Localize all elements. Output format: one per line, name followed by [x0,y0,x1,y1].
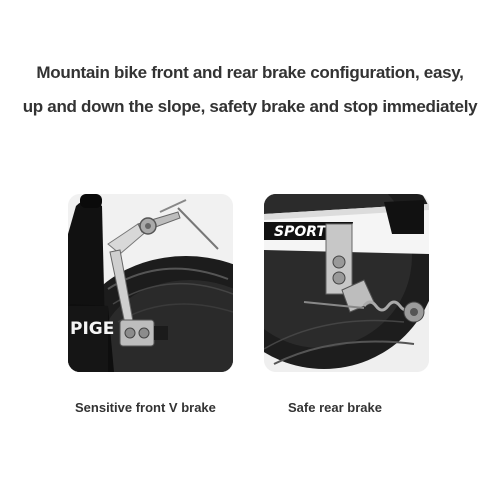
headline [0,56,500,124]
rear-brake-illustration [264,194,429,372]
caption-rear-brake: Safe rear brake [288,400,382,415]
frame-logo-rear: SPORT [274,224,326,240]
caption-front-brake: Sensitive front V brake [75,400,216,415]
headline-line-1: Mountain bike front and rear brake configuration, easy, [36,63,464,82]
front-brake-illustration [68,194,233,372]
rear-brake-photo [264,194,429,372]
front-brake-photo [68,194,233,372]
headline-line-2: up and down the slope, safety brake and stop immediately [22,97,478,116]
frame-logo-front: PIGE [70,319,115,339]
